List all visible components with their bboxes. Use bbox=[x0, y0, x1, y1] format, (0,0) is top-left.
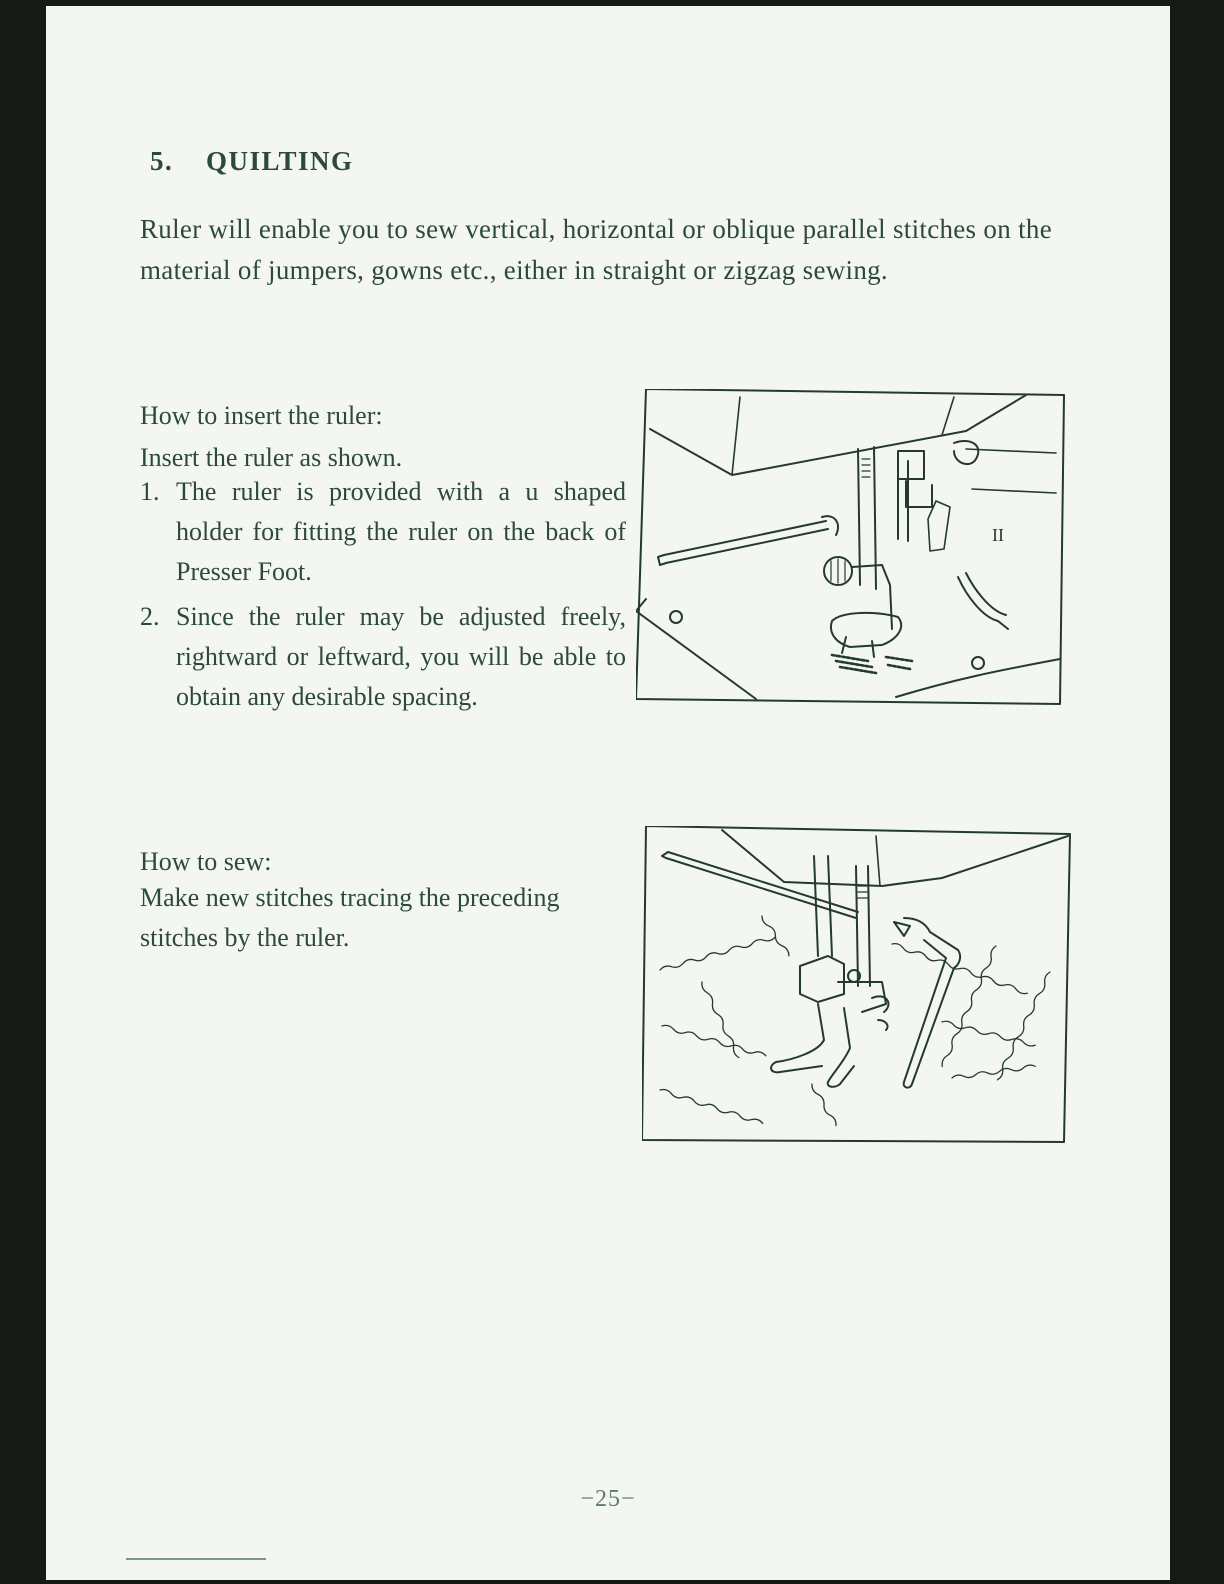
section-number: 5. bbox=[150, 146, 174, 176]
insert-instruction: Insert the ruler as shown. bbox=[140, 443, 403, 472]
ruler-insertion-figure bbox=[636, 389, 1066, 714]
step-text: Since the ruler may be adjusted freely, rightward or leftward, you will be able to obtain any desirable spacing. bbox=[176, 602, 626, 711]
figure-label: II bbox=[992, 525, 1004, 545]
section-heading bbox=[150, 146, 354, 177]
footer-divider bbox=[126, 1558, 266, 1560]
step-number: 1. bbox=[140, 477, 160, 506]
sew-heading: How to sew: bbox=[140, 847, 272, 876]
page-number: −25− bbox=[580, 1486, 636, 1512]
sew-paragraph: Make new stitches tracing the preceding stitches by the ruler. bbox=[140, 883, 560, 952]
section-title: QUILTING bbox=[206, 146, 354, 176]
intro-paragraph: Ruler will enable you to sew vertical, horizontal or oblique parallel stitches on the material of jumpers, gowns etc., either in straight or zigzag sewing. bbox=[140, 214, 1052, 285]
manual-page bbox=[46, 6, 1170, 1580]
list-item bbox=[140, 597, 626, 717]
insert-heading: How to insert the ruler: bbox=[140, 401, 383, 430]
list-item bbox=[140, 472, 626, 592]
quilting-sewing-figure bbox=[642, 826, 1072, 1146]
step-number: 2. bbox=[140, 602, 160, 631]
step-text: The ruler is provided with a u shaped holder for fitting the ruler on the back of Presser Foot. bbox=[176, 477, 626, 586]
insert-steps-list bbox=[140, 472, 626, 722]
